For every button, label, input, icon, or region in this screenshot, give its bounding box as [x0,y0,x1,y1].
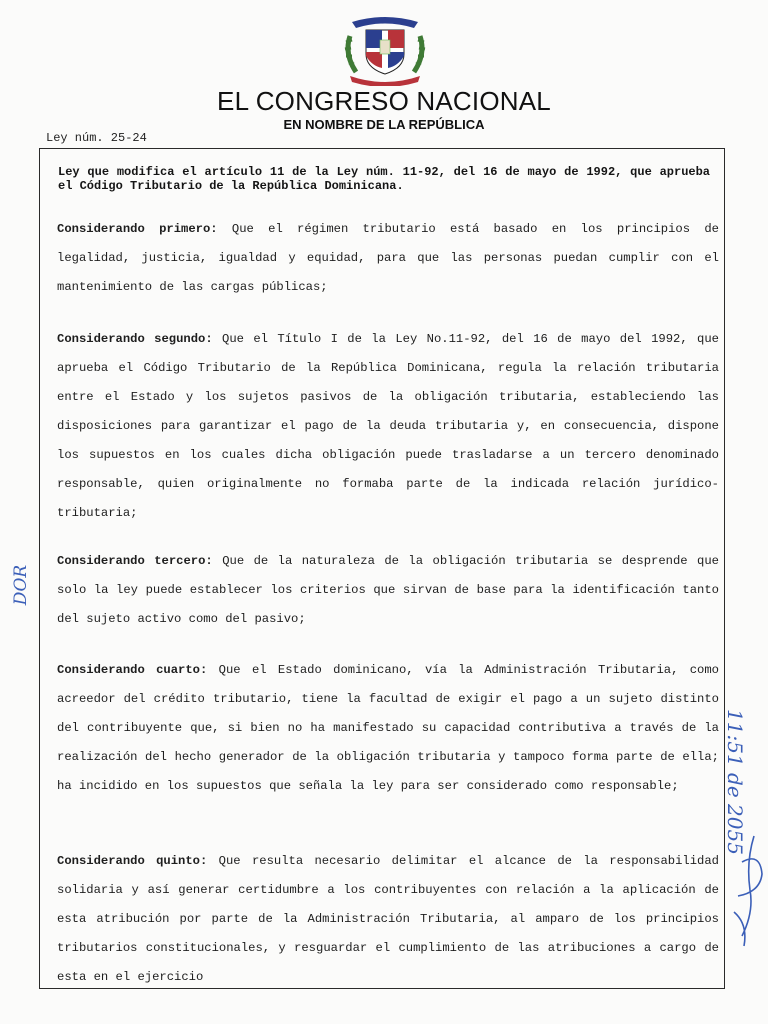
congress-title: EL CONGRESO NACIONAL [217,86,551,116]
paragraph-text: Que el Título I de la Ley No.11-92, del 16 de mayo del 1992, que aprueba el Código Tributario de la República Dominicana, regula la relación tributaria entre el Estado y los sujetos pasivos de la obligación tributaria, estableciendo las disposiciones para garantizar el pago de la deuda tributaria y, en consecuencia, dispone los supuestos en los cuales dicha obligación puede trasladarse a un tercero denominado responsable, quien originalmente no formaba parte de la indicada relación jurídico- tributaria; [57,332,719,520]
paragraph-heading: Considerando tercero: [57,554,213,568]
congress-subtitle: EN NOMBRE DE LA REPÚBLICA [283,117,485,132]
paragraph-text: Que el régimen tributario está basado en los principios de legalidad, justicia, igualdad y equidad, para que las personas puedan cumplir con el mantenimiento de las cargas públicas; [57,222,719,294]
paragraph-heading: Considerando cuarto: [57,663,208,677]
paragraph-text: Que resulta necesario delimitar el alcance de la responsabilidad solidaria y así generar certidumbre a los contribuyentes con relación a la aplicación de esta atribución por parte de la Administración Tributaria, al amparo de los principios tributarios constitucionales, y resguardar el cumplimiento de las atribuciones a cargo de esta en el ejercicio [57,854,719,984]
document-frame [39,148,725,989]
paragraph-considerando-tercero [57,547,719,634]
handwritten-initials-left: DOR [11,564,31,606]
law-number: Ley núm. 25-24 [46,131,147,145]
paragraph-heading: Considerando segundo: [57,332,213,346]
paragraph-text: Que de la naturaleza de la obligación tributaria se desprende que solo la ley puede establecer los criterios que sirvan de base para la identificación tanto del sujeto activo como del pasivo; [57,554,719,626]
paragraph-considerando-quinto [57,847,719,989]
paragraph-considerando-cuarto [57,656,719,801]
document-title: Ley que modifica el artículo 11 de la Ley núm. 11-92, del 16 de mayo de 1992, que aprueba el Código Tributario de la República Dominicana. [58,165,710,193]
paragraph-heading: Considerando quinto: [57,854,208,868]
handwritten-note-right: 11:51 de 2055 [723,709,747,855]
coat-of-arms-seal [342,14,428,86]
paragraph-considerando-primero [57,215,719,302]
paragraph-text: Que el Estado dominicano, vía la Administración Tributaria, como acreedor del crédito tributario, tiene la facultad de exigir el pago a un sujeto distinto del contribuyente que, si bien no ha manifestado su capacidad contributiva a través de la realización del hecho generador de la obligación tributaria y tampoco forma parte de ella; ha incidido en los supuestos que señala la ley para ser considerado como responsable; [57,663,719,793]
paragraph-considerando-segundo [57,325,719,528]
paragraph-heading: Considerando primero: [57,222,218,236]
handwritten-signature [724,832,766,952]
